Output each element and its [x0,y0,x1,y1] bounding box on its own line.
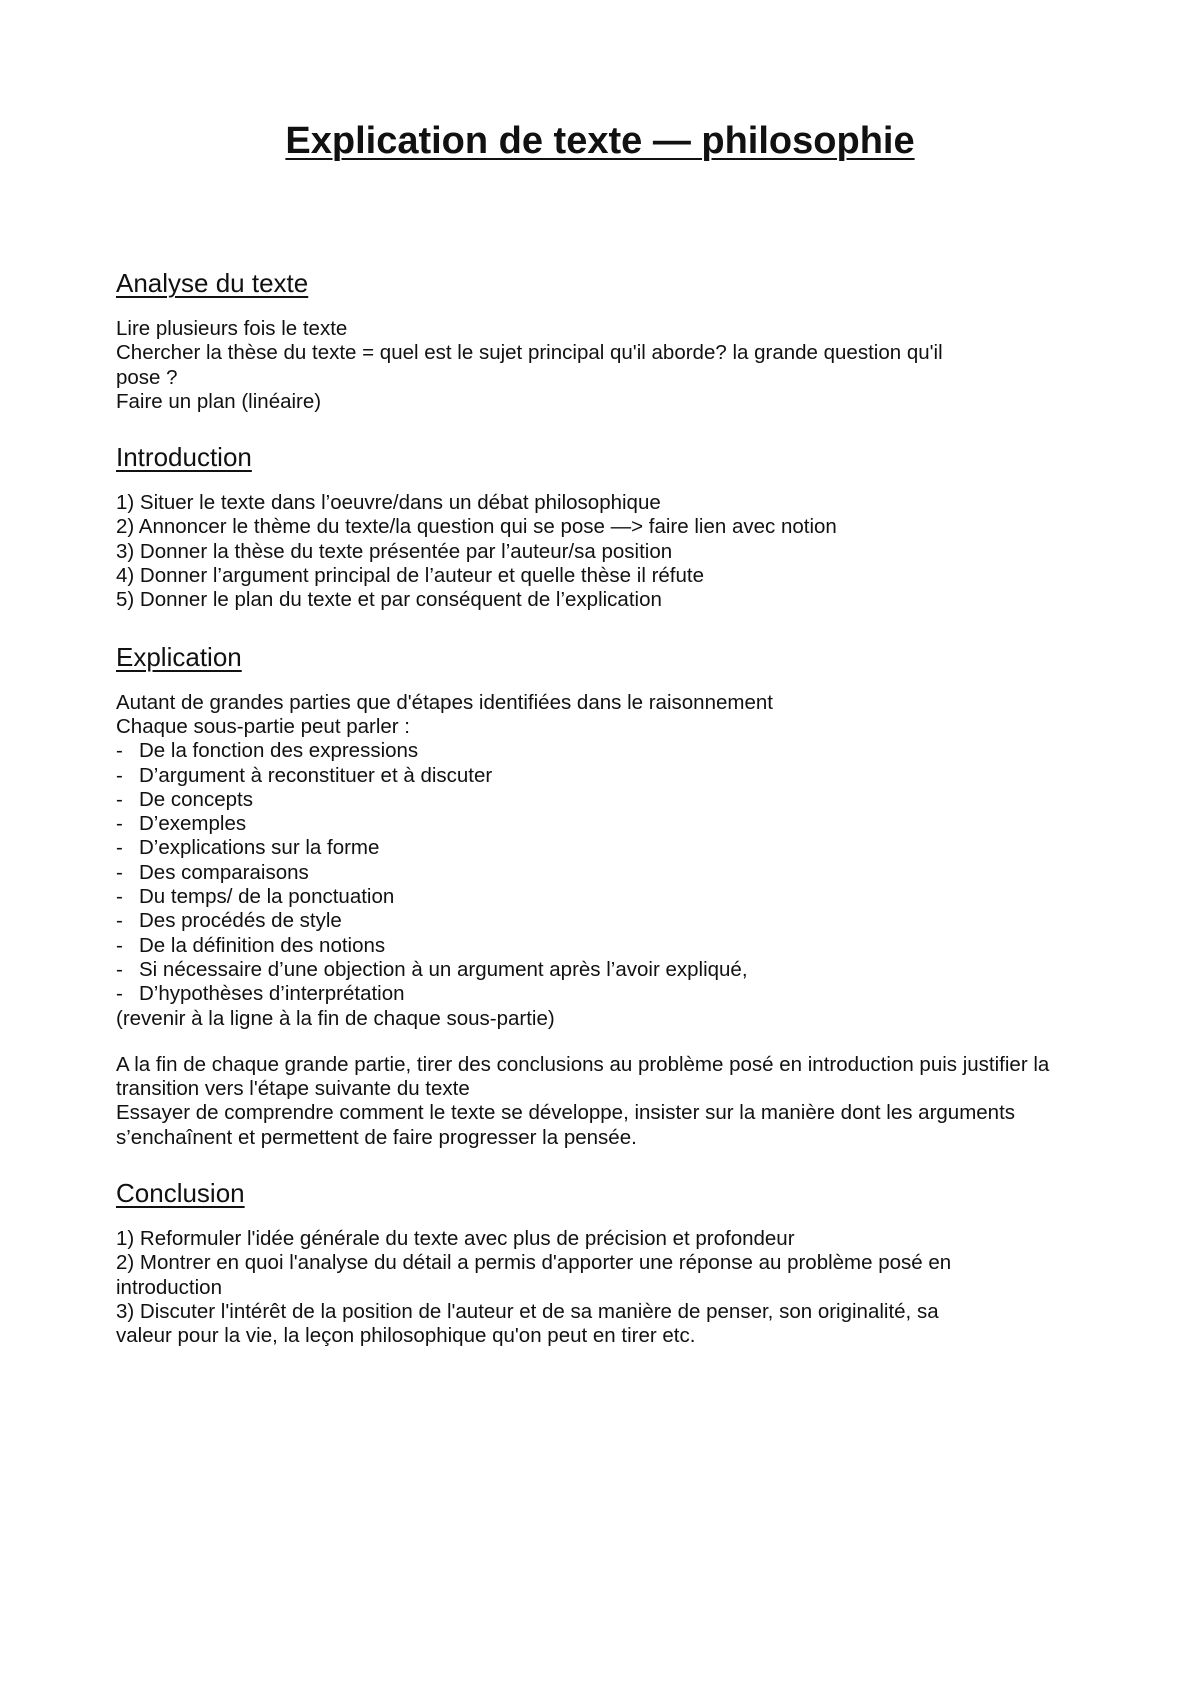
list-item-text: De la fonction des expressions [139,739,419,763]
list-item-text: Du temps/ de la ponctuation [139,885,395,909]
list-item [116,982,1084,1006]
section-explication [116,640,1084,1150]
analyse-line: Chercher la thèse du texte = quel est le sujet principal qu'il aborde? la grande question qu'il pose ? [116,341,943,389]
document-title: Explication de texte — philosophie [285,120,915,162]
explication-intro-line: Autant de grandes parties que d'étapes identifiées dans le raisonnement [116,690,773,714]
section-heading-conclusion: Conclusion [116,1178,245,1209]
conclusion-steps [116,1227,986,1348]
list-item-text: De la définition des notions [139,933,386,957]
introduction-step: 3) Donner la thèse du texte présentée par l’auteur/sa position [116,539,673,563]
list-item [116,934,1084,958]
list-item [116,812,1084,836]
analyse-line: Lire plusieurs fois le texte [116,317,348,340]
list-item [116,958,1084,982]
introduction-step: 4) Donner l’argument principal de l’auteur et quelle thèse il réfute [116,564,705,588]
dash-bullet: - [116,787,123,811]
list-item [116,764,1084,788]
list-item-text: Des procédés de style [139,909,342,933]
introduction-step: 2) Annoncer le thème du texte/la question qui se pose —> faire lien avec notion [116,515,837,539]
section-heading-explication: Explication [116,641,242,672]
dash-bullet: - [116,982,123,1006]
list-item [116,739,1084,763]
dash-bullet: - [116,909,123,933]
dash-bullet: - [116,933,123,957]
conclusion-step: 2) Montrer en quoi l'analyse du détail a permis d'apporter une réponse au problème posé en introduction [116,1251,952,1299]
section-introduction [116,440,1084,612]
dash-bullet: - [116,957,123,981]
conclusion-step: 1) Reformuler l'idée générale du texte avec plus de précision et profondeur [116,1227,795,1251]
explication-paragraph-line: A la fin de chaque grande partie, tirer des conclusions au problème posé en introduction puis justifier la transition vers l'étape suivante du texte [116,1052,1050,1101]
list-item-text: D’explications sur la forme [139,836,380,860]
introduction-step: 5) Donner le plan du texte et par conséquent de l’explication [116,588,662,612]
explication-dash-list [116,739,1084,1006]
dash-bullet: - [116,836,123,860]
list-item [116,861,1084,885]
list-item-text: Si nécessaire d’une objection à un argument après l’avoir expliqué, [139,957,748,981]
dash-bullet: - [116,885,123,909]
explication-closing-note: (revenir à la ligne à la fin de chaque sous-partie) [116,1006,555,1030]
dash-bullet: - [116,812,123,836]
analyse-line: Faire un plan (linéaire) [116,389,322,413]
explication-intro [116,691,1084,1031]
conclusion-step: 3) Discuter l'intérêt de la position de l'auteur et de sa manière de penser, son originalité, sa valeur pour la vie, la leçon philosophique qu'on peut en tirer etc. [116,1299,939,1348]
section-heading-analyse: Analyse du texte [116,268,309,298]
section-heading-introduction: Introduction [116,442,252,473]
list-item-text: Des comparaisons [139,860,309,884]
list-item-text: De concepts [139,787,253,811]
section-analyse [116,266,1084,414]
section-conclusion [116,1176,1084,1348]
list-item [116,909,1084,933]
list-item [116,836,1084,860]
list-item-text: D’exemples [139,812,247,836]
dash-bullet: - [116,739,123,763]
list-item [116,885,1084,909]
dash-bullet: - [116,860,123,884]
explication-intro-line: Chaque sous-partie peut parler : [116,714,411,738]
introduction-step: 1) Situer le texte dans l’oeuvre/dans un débat philosophique [116,491,661,515]
introduction-steps [116,491,1084,612]
explication-paragraph-line: Essayer de comprendre comment le texte se développe, insister sur la manière dont les arguments s’enchaînent et permettent de faire progresser la pensée. [116,1101,1016,1149]
list-item-text: D’hypothèses d’interprétation [139,982,405,1006]
list-item-text: D’argument à reconstituer et à discuter [139,763,493,787]
explication-paragraph [116,1053,1056,1150]
list-item [116,788,1084,812]
dash-bullet: - [116,763,123,787]
analyse-body [116,317,986,414]
